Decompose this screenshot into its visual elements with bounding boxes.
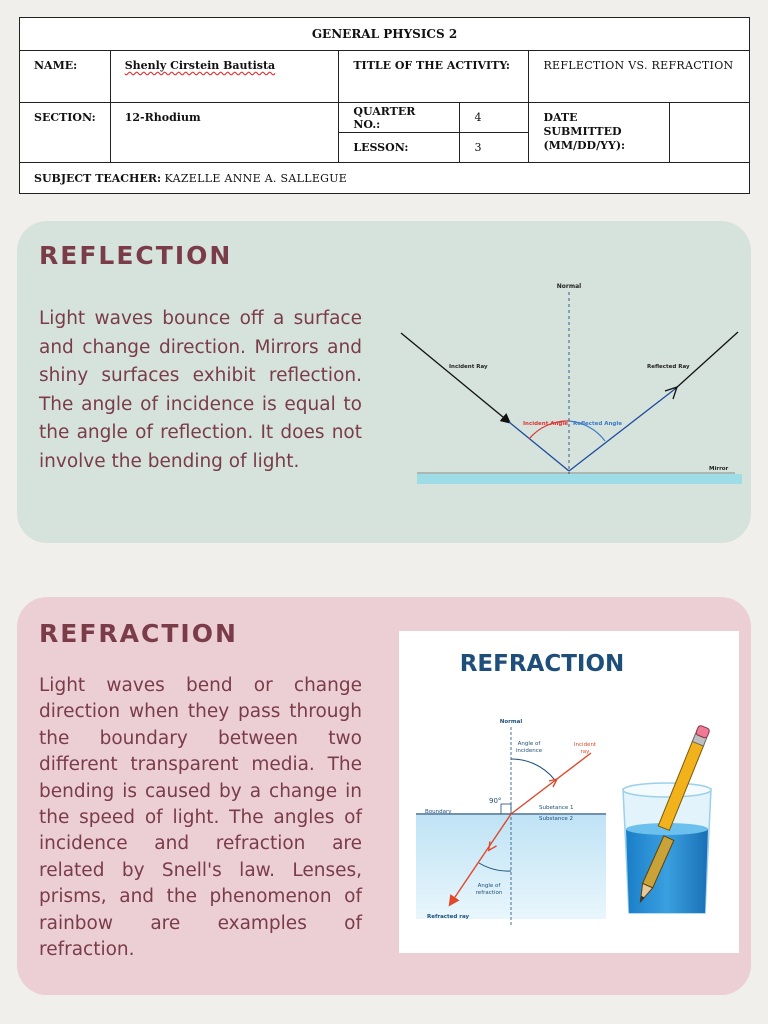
angle-of-refraction-label-2: refraction — [475, 890, 503, 896]
reflection-title: REFLECTION — [39, 241, 233, 270]
refraction-illustration — [399, 631, 739, 953]
activity-info-table — [19, 17, 750, 194]
incidence-angle-arc — [511, 759, 554, 779]
refraction-card — [17, 597, 751, 995]
subject-teacher — [20, 163, 750, 194]
quarter-value: 4 — [460, 103, 529, 133]
date-submitted-label: DATE SUBMITTED (MM/DD/YY): — [529, 103, 669, 163]
right-angle-marker — [501, 804, 511, 814]
diagram-heading: REFRACTION — [459, 651, 625, 677]
reflected-angle-label: Reflected Angle — [573, 421, 622, 427]
quarter-label: QUARTER NO.: — [339, 103, 460, 133]
refraction-title: REFRACTION — [39, 619, 238, 648]
angle-of-refraction-label-1: Angle of — [477, 883, 501, 889]
section-value: 12-Rhodium — [110, 103, 339, 163]
incident-ray-label-1: Incident — [573, 742, 597, 748]
section-label: SECTION: — [20, 103, 111, 163]
student-name-text: Shenly Cirstein Bautista — [124, 59, 276, 72]
date-submitted-value — [669, 103, 749, 163]
refraction-description: Light waves bend or change direction when they pass through the boundary between two different transparent media. The bending is caused by a change in the speed of light. The angles of incidence and refraction are related by Snell's law. Lenses, prisms, and the phenomenon of rainbow are examples of refraction. — [39, 675, 362, 961]
teacher-label: SUBJECT TEACHER: — [34, 171, 162, 185]
glass-rim — [623, 783, 711, 797]
refracted-ray-label: Refracted ray — [427, 914, 470, 920]
substance-2-label: Substance 2 — [539, 816, 574, 822]
reflected-ray-upper — [675, 332, 738, 389]
reflection-card — [17, 221, 751, 543]
lesson-label: LESSON: — [339, 133, 460, 163]
incident-ray-label: Incident Ray — [449, 364, 488, 370]
right-angle-label: 90° — [489, 797, 502, 805]
reflected-ray-lower — [569, 389, 675, 471]
teacher-name: KAZELLE ANNE A. SALLEGUE — [164, 171, 348, 185]
reflection-description: Light waves bounce off a surface and change direction. Mirrors and shiny surfaces exhibit reflection. The angle of incidence is equal to the angle of reflection. It does not involve the bending of light. — [39, 308, 362, 472]
glass-with-pencil — [623, 725, 711, 913]
angle-of-incidence-label-2: incidence — [515, 748, 543, 754]
reflected-ray-label: Reflected Ray — [647, 364, 690, 370]
student-name — [110, 51, 339, 103]
normal-label: Normal — [556, 283, 582, 290]
activity-title-value: REFLECTION VS. REFRACTION — [529, 51, 750, 103]
lesson-value: 3 — [460, 133, 529, 163]
activity-title-label: TITLE OF THE ACTIVITY: — [339, 51, 529, 103]
incident-angle-label: Incident Angle — [523, 421, 568, 427]
angle-of-incidence-label-1: Angle of — [517, 741, 541, 747]
refraction-diagram — [399, 631, 739, 953]
mirror-label: Mirror — [709, 466, 729, 472]
reflection-diagram — [397, 277, 742, 492]
boundary-label: Boundary — [425, 809, 452, 815]
incident-ray-label-2: ray — [580, 749, 590, 755]
incident-arrowhead — [549, 779, 557, 787]
mirror — [417, 474, 742, 484]
normal-label: Normal — [499, 719, 523, 725]
name-label: NAME: — [20, 51, 111, 103]
incident-ray-upper — [401, 333, 509, 422]
substance-1-label: Subetance 1 — [539, 805, 574, 811]
course-title: GENERAL PHYSICS 2 — [20, 18, 750, 51]
